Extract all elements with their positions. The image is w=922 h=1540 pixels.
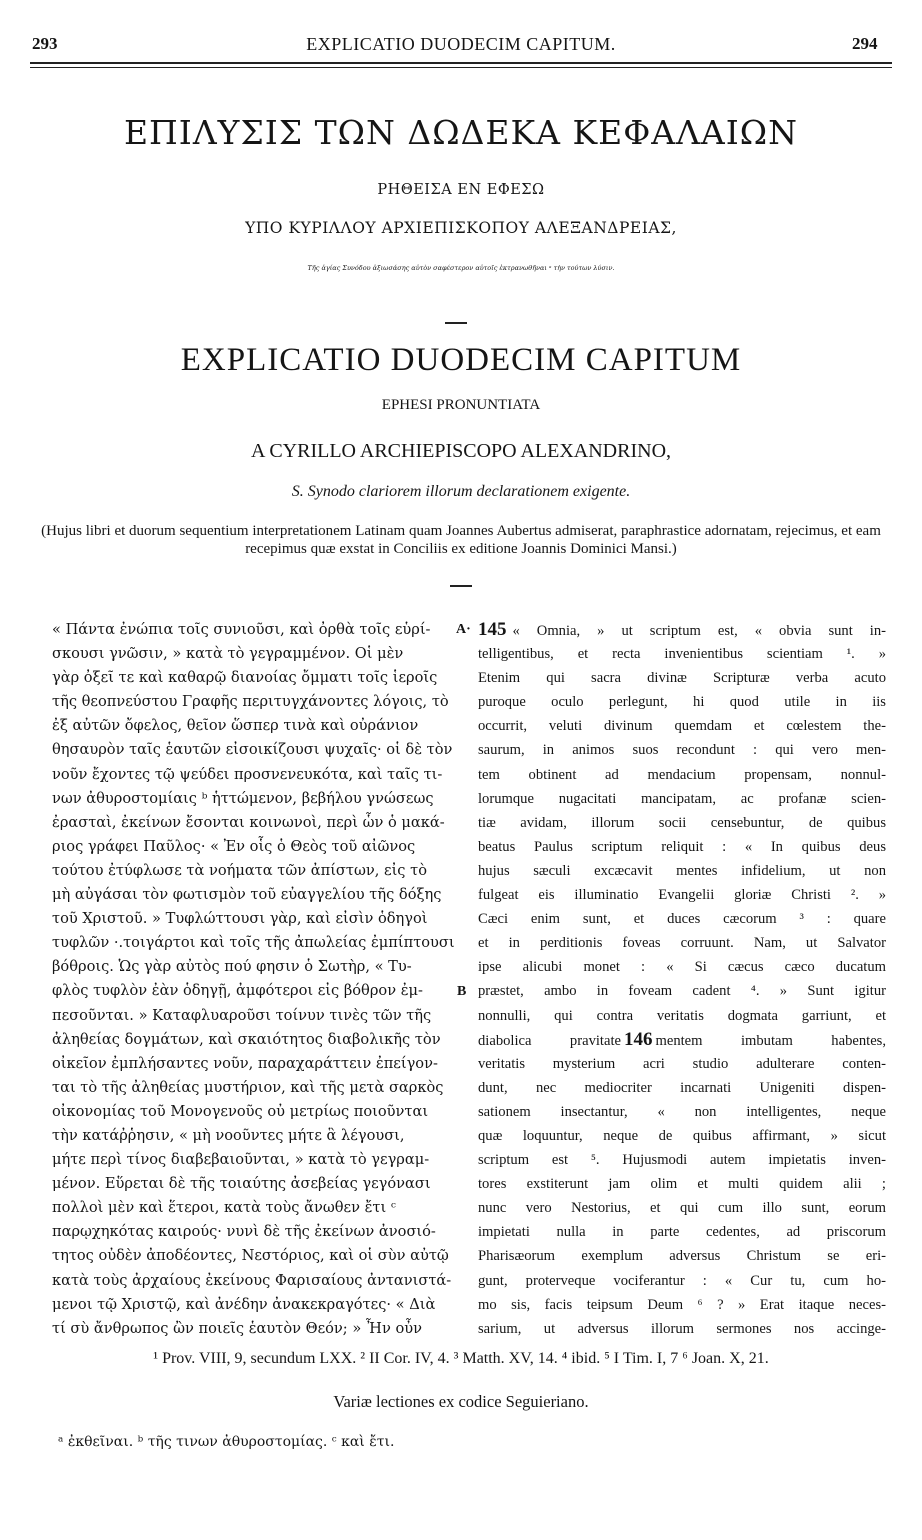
greek-line: πεσοῦνται. » Καταφλυαροῦσι τοίνυν τινὲς τῶν τῆς [52, 1006, 432, 1024]
column-number-146: 146 [624, 1028, 653, 1050]
greek-line: βόθροις. Ὡς γὰρ αὐτὸς πού φησιν ὁ Σωτὴρ, « Τυ- [52, 958, 412, 976]
greek-line: τούτου ἐτύφλωσε τὰ νοήματα τῶν ἀπίστων, εἰς τὸ [52, 861, 427, 879]
latin-line: sarium, ut adversus illorum sermones nos accinge- [478, 1320, 886, 1337]
greek-title: ΕΠΙΛΥΣΙΣ ΤΩΝ ΔΩΔΕΚΑ ΚΕΦΑΛΑΙΩΝ [123, 113, 799, 152]
greek-line: τί σὺ ἄνθρωπος ὢν ποιεῖς ἑαυτὸν Θεόν; » Ἦν οὖν [52, 1319, 422, 1337]
latin-line-text: « Omnia, » ut scriptum est, « obvia sunt in- [512, 623, 886, 639]
greek-line: κατὰ τοὺς ἀρχαίους ἐκείνους Φαρισαίους ἀντανιστά- [52, 1271, 452, 1289]
latin-text-column [478, 618, 886, 1341]
latin-line: præstet, ambo in foveam cadent ⁴. » Sunt igitur [478, 983, 886, 1000]
latin-line: Pharisæorum exemplum adversus Christum se eri- [478, 1248, 886, 1265]
variants-list: ᵃ ἐκθεῖναι. ᵇ τῆς τινων ἀθυροστομίας. ᶜ καὶ ἔτι. [58, 1434, 395, 1450]
latin-line: telligentibus, et recta invenientibus scientiam ¹. » [478, 646, 886, 663]
latin-line: dunt, nec mediocriter incarnati Unigeniti dispen- [478, 1079, 886, 1096]
greek-line: τῆς θεοπνεύστου Γραφῆς περιτυγχάνοντες λόγοις, τὸ [52, 693, 449, 711]
latin-line: puroque oculo perlegunt, hi quod utile in iis [478, 694, 886, 711]
margin-mark-b: B [457, 984, 467, 999]
greek-line: νων ἀθυροστομίαις ᵇ ἡττώμενον, βεβήλου γνώσεως [52, 789, 434, 807]
latin-line-text: diabolica pravitate [478, 1032, 621, 1049]
greek-line: « Πάντα ἐνώπια τοῖς συνιοῦσι, καὶ ὀρθὰ τοῖς εὑρί- [52, 621, 431, 638]
column-number-145: 145 [478, 619, 507, 640]
latin-line: occurrit, veluti divinum quemdam et cœlestem the- [478, 718, 886, 735]
latin-line: veritatis mysterium acri studio adulterare conten- [478, 1055, 886, 1072]
greek-line: γὰρ ὀξεῖ τε καὶ καθαρῷ διανοίας ὄμματι τοῖς ἱεροῖς [52, 669, 438, 687]
latin-line [478, 1028, 886, 1052]
latin-subtitle-2: A CYRILLO ARCHIEPISCOPO ALEXANDRINO, [250, 440, 672, 462]
page-number-left: 293 [32, 34, 58, 53]
latin-line: quæ loquuntur, neque de quibus affirmant, » sicut [478, 1127, 886, 1144]
latin-line: impietati nulla in parte cedentes, ad priscorum [478, 1224, 886, 1241]
latin-line: lorumque nugacitati mancipatam, ac profanæ scien- [478, 790, 886, 807]
latin-line: Etenim qui sacra divinæ Scripturæ verba acuto [478, 670, 886, 687]
greek-line: τοῦ Χριστοῦ. » Τυφλώττουσι γὰρ, καὶ εἰσὶν ὁδηγοὶ [52, 910, 428, 928]
header-rule-thin [30, 67, 892, 68]
latin-line-text: mentem imbutam habentes, [655, 1032, 886, 1049]
latin-title: EXPLICATIO DUODECIM CAPITUM [180, 342, 742, 378]
greek-line: ἀληθείας δογμάτων, καὶ σκαιότητος διαβολικῆς τὸν [52, 1030, 441, 1048]
running-title: EXPLICATIO DUODECIM CAPITUM. [306, 34, 616, 54]
greek-subtitle-1: ΡΗΘΕΙΣΑ ΕΝ ΕΦΕΣΩ [377, 182, 545, 198]
greek-line: τὴν κατάῤῥησιν, « μὴ νοοῦντες μήτε ἃ λέγουσι, [52, 1126, 405, 1144]
latin-line: fulgeat eis illuminatio Evangelii gloriæ Christi ². » [478, 887, 886, 904]
latin-line: tores exstiterunt jam olim et multi quidem alii ; [478, 1176, 886, 1193]
margin-mark-a: A· [456, 622, 471, 637]
greek-line: ριος γράφει Παῦλος· « Ἐν οἷς ὁ Θεὸς τοῦ αἰῶνος [52, 837, 416, 855]
greek-subtitle-3: Τῆς ἁγίας Συνόδου ἀξιωσάσης αὐτὸν σαφέστερον αὐτοῖς ἐκτρανωθῆναι ᵃ τὴν τούτων λύσιν. [307, 264, 615, 272]
latin-line: hujus sæculi excæcavit mentes infidelium, ut non [478, 862, 886, 879]
latin-subtitle-3: S. Synodo clariorem illorum declarationem exigente. [291, 483, 631, 500]
latin-line: mo sis, facis teipsum Deum ⁶ ? » Erat itaque neces- [478, 1296, 886, 1313]
greek-line: οἰκονομίας τοῦ Μονογενοῦς οὐ μετρίως ποιοῦνται [52, 1102, 429, 1120]
greek-line: μήτε περὶ τίνος διαβεβαιοῦνται, » κατὰ τὸ γεγραμ- [52, 1151, 430, 1169]
latin-line: ipse alicubi monet : « Si cæcus cæco ducatum [478, 959, 886, 976]
greek-line: τητος οὐδὲν ἀποδέοντες, Νεστόριος, καὶ οἱ σὺν αὐτῷ [52, 1247, 449, 1265]
greek-text-column [52, 618, 460, 1341]
latin-line: tem obtinent ad mendacium propensam, nonnul- [478, 766, 886, 783]
greek-line: ἐξ αὐτῶν ὄφελος, θεῖον ὥσπερ τινὰ καὶ οὐράνιον [52, 717, 419, 735]
separator-dash [445, 322, 467, 324]
separator-dash [450, 585, 472, 587]
greek-line: ἐρασταὶ, ἐκείνων ἔσονται κοινωνοὶ, περὶ ὧν ὁ μακά- [52, 813, 445, 831]
greek-line: ται τὸ τῆς ἀληθείας μυστήριον, καὶ τῆς μετὰ σαρκὸς [52, 1078, 444, 1096]
latin-line [478, 618, 886, 642]
greek-line: οἰκεῖον ἐμπλήσαντες νοῦν, παραχαράττειν ἐπείγον- [52, 1054, 438, 1072]
editor-note: (Hujus libri et duorum sequentium interpretationem Latinam quam Joannes Aubertus admiserat, paraphrastice adornatam, rejecimus, et eam recepimus quæ exstat in Conciliis ex editione Joannis Dominici Mansi.) [41, 523, 881, 557]
variants-title: Variæ lectiones ex codice Seguieriano. [333, 1392, 589, 1411]
greek-line: μένον. Εὕρεται δὲ τῆς τοιαύτης ἀσεβείας γεγόνασι [52, 1175, 431, 1193]
latin-line: beatus Paulus scriptum reliquit : « In quibus deus [478, 838, 886, 855]
latin-line: Cæci enim sunt, et duces cæcorum ³ : quare [478, 911, 886, 928]
latin-line: tiæ avidam, illorum socii censebuntur, de quibus [478, 814, 886, 831]
greek-line: παρῳχηκότας καιρούς· νυνὶ δὲ τῆς ἐκείνων ἀνοσιό- [52, 1223, 436, 1241]
greek-line: πολλοὶ μὲν καὶ ἕτεροι, κατὰ τοὺς ἄνωθεν ἔτι ᶜ [52, 1199, 396, 1217]
latin-line: scriptum est ⁵. Hujusmodi autem impietatis inven- [478, 1152, 886, 1169]
greek-line: μενοι τῷ Χριστῷ, καὶ ἀνέδην ἀνακεκραγότες· « Διὰ [52, 1295, 436, 1313]
greek-line: νοῦν ἔχοντες τῷ ψεύδει προσνενευκότα, καὶ ταῖς τι- [52, 765, 443, 783]
greek-line: μὴ αὐγάσαι τὸν φωτισμὸν τοῦ εὐαγγελίου τῆς δόξης [52, 886, 442, 904]
footnotes: ¹ Prov. VIII, 9, secundum LXX. ² II Cor. IV, 4. ³ Matth. XV, 14. ⁴ ibid. ⁵ I Tim. I, 7 ⁶ Joan. X, 21. [153, 1350, 769, 1367]
greek-line: θησαυρὸν ταῖς ἑαυτῶν εἰσοικίζουσι ψυχαῖς· οἱ δὲ τὸν [52, 741, 453, 759]
latin-line: et in perditionis foveas corruunt. Nam, ut Salvator [478, 935, 886, 952]
latin-line: nunc vero Nestorius, et qui cum illo sunt, eorum [478, 1200, 886, 1217]
greek-line: σκουσι γνῶσιν, » κατὰ τὸ γεγραμμένον. Οἱ μὲν [52, 645, 404, 663]
header-rule-thick [30, 62, 892, 64]
latin-subtitle-1: EPHESI PRONUNTIATA [381, 397, 541, 413]
latin-line: gunt, proterveque vociferantur : « Cur tu, cum ho- [478, 1272, 886, 1289]
latin-line: nonnulli, qui contra veritatis dogmata garriunt, et [478, 1007, 886, 1024]
latin-line: sationem insectantur, « non intelligentes, neque [478, 1103, 886, 1120]
latin-line: saurum, in animos suos recondunt : qui vero men- [478, 742, 886, 759]
page-number-right: 294 [852, 34, 878, 53]
greek-line: τυφλῶν ·.τοιγάρτοι καὶ τοῖς τῆς ἀπωλείας ἐμπίπτουσι [52, 934, 455, 952]
greek-line: φλὸς τυφλὸν ἐὰν ὁδηγῇ, ἀμφότεροι εἰς βόθρον ἐμ- [52, 982, 423, 1000]
greek-subtitle-2: ΥΠΟ ΚΥΡΙΛΛΟΥ ΑΡΧΙΕΠΙΣΚΟΠΟΥ ΑΛΕΞΑΝΔΡΕΙΑΣ, [245, 219, 677, 237]
